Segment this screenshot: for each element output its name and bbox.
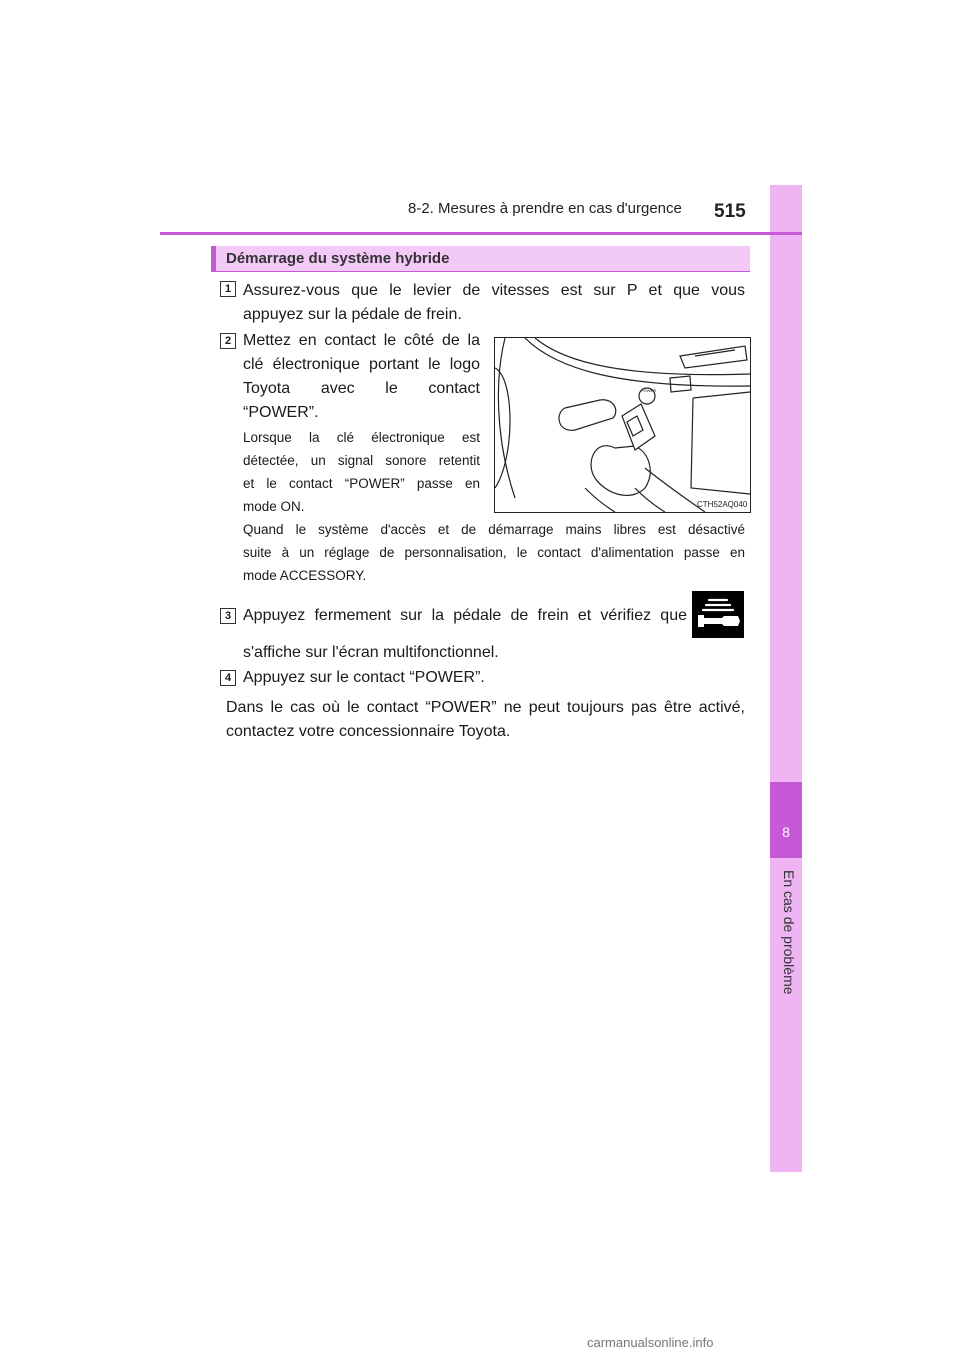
running-header: 8-2. Mesures à prendre en cas d'urgence [408,200,682,217]
step-2-note-line-1: Lorsque la clé électronique est [243,430,480,445]
step-2-note2-line-3: mode ACCESSORY. [243,568,367,583]
key-signal-indicator-icon [692,591,744,638]
step-2-note-line-4: mode ON. [243,499,305,514]
step-2-badge: 2 [220,333,236,349]
step-4-line-1: Appuyez sur le contact “POWER”. [243,669,485,686]
hand-holding-key-fob-illustration [494,337,751,513]
closing-line-2: contactez votre concessionnaire Toyota. [226,723,511,740]
step-2-line-2: clé électronique portant le logo [243,356,480,373]
step-2-note-line-3: et le contact “POWER” passe en [243,476,480,491]
step-2-note2-line-1: Quand le système d'accès et de démarrage mains libres est désactivé [243,522,745,537]
step-2-line-3: Toyota avec le contact [243,380,480,397]
power-button-label: POWER [641,388,657,393]
step-3-line-2: s'affiche sur l'écran multifonctionnel. [243,644,499,661]
chapter-title: En cas de problème [781,870,797,995]
step-1-line-1: Assurez-vous que le levier de vitesses est sur P et que vous [243,282,745,299]
step-1-line-2: appuyez sur la pédale de frein. [243,306,462,323]
step-2-note-line-2: détectée, un signal sonore retentit [243,453,480,468]
step-4-badge: 4 [220,670,236,686]
closing-line-1: Dans le cas où le contact “POWER” ne peut toujours pas être activé, [226,699,745,716]
section-title-accent [211,246,216,272]
chapter-number-box [770,782,802,858]
side-tab-strip [770,185,802,1172]
chapter-number: 8 [782,824,790,840]
page-number: 515 [714,201,746,222]
step-2-note2-line-2: suite à un réglage de personnalisation, le contact d'alimentation passe en [243,545,745,560]
watermark: carmanualsonline.info [587,1335,714,1350]
section-title: Démarrage du système hybride [226,250,450,267]
header-rule [160,232,802,235]
step-3-line-1: Appuyez fermement sur la pédale de frein et vérifiez que [243,607,687,624]
step-2-line-4: “POWER”. [243,404,319,421]
step-1-badge: 1 [220,281,236,297]
illustration-caption: CTH52AQ040 [697,500,748,509]
step-2-line-1: Mettez en contact le côté de la [243,332,480,349]
step-3-badge: 3 [220,608,236,624]
